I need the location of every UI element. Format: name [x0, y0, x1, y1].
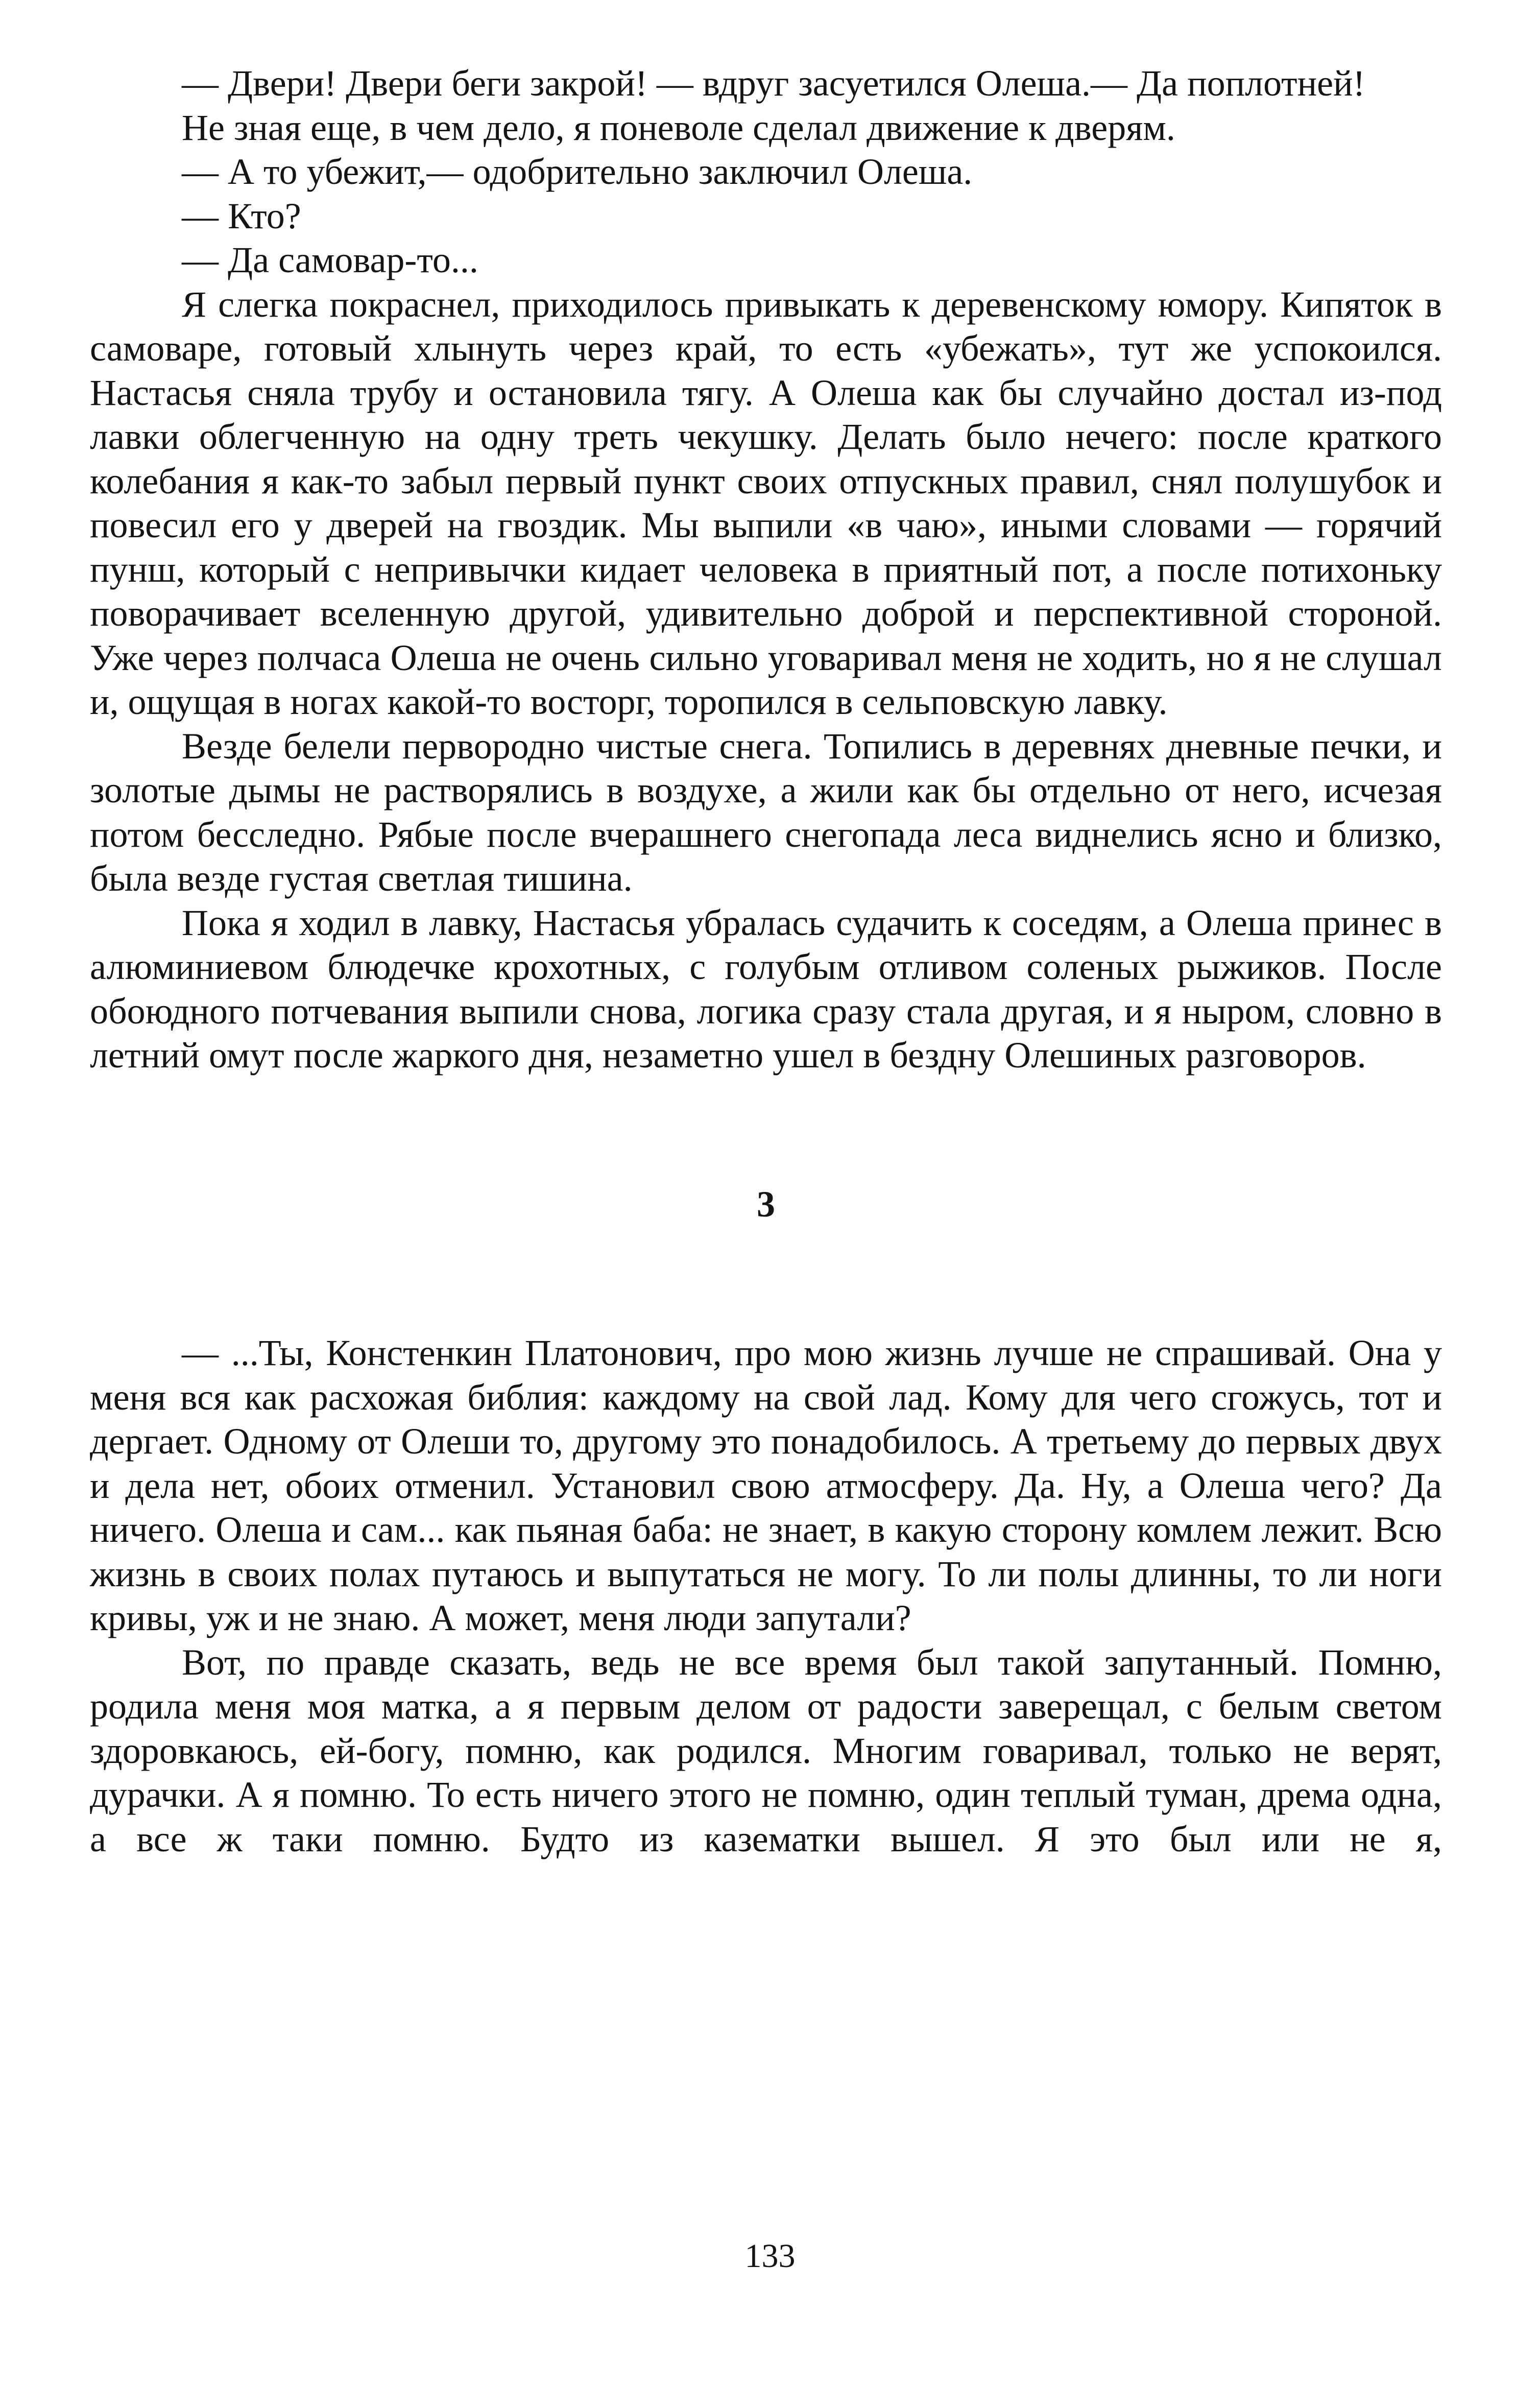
- paragraph: — Да самовар-то...: [182, 240, 478, 280]
- page-number: 133: [744, 2237, 796, 2275]
- paragraph: — ...Ты, Констенкин Платонович, про мою жизнь лучше не спрашивай. Она у меня вся как расхожая библия: каждому на свой лад. Кому для чего сгожусь, тот и дергает. Одному от Олеши то, другому это понадобилось. А третьему до первых двух и дела нет, обоих отменил. Установил свою атмосферу. Да. Ну, а Олеша чего? Да ничего. Олеша и сам... как пьяная баба: не знает, в какую сторону комлем лежит. Всю жизнь в своих полах путаюсь и выпутаться не могу. То ли полы длинны, то ли ноги кривы, уж и не знаю. А может, меня люди запутали?: [90, 1332, 1442, 1638]
- section-2: [90, 1331, 1442, 1861]
- paragraph: Я слегка покраснел, приходилось привыкать к деревенскому юмору. Кипяток в самоваре, готовый хлынуть через край, то есть «убежать», тут же успокоился. Настасья сняла трубу и остановила тягу. А Олеша как бы случайно достал из-под лавки облегченную на одну треть чекушку. Делать было нечего: после краткого колебания я как-то забыл первый пункт своих отпускных правил, снял полушубок и повесил его у дверей на гвоздик. Мы выпили «в чаю», иными словами — горячий пунш, который с непривычки кидает человека в приятный пот, а после потихоньку поворачивает вселенную другой, удивительно доброй и перспективной стороной. Уже через полчаса Олеша не очень сильно уговаривал меня не ходить, но я не слушал и, ощущая в ногах какой-то восторг, торопился в сельповскую лавку.: [90, 283, 1442, 722]
- paragraph: — Кто?: [182, 195, 301, 236]
- paragraph: Не зная еще, в чем дело, я поневоле сделал движение к дверям.: [182, 107, 1175, 148]
- section-number: 3: [757, 1183, 775, 1225]
- section-1: [90, 61, 1442, 1078]
- paragraph: — Двери! Двери беги закрой! — вдруг засуетился Олеша.— Да поплотней!: [182, 63, 1365, 104]
- paragraph: Пока я ходил в лавку, Настасья убралась судачить к соседям, а Олеша принес в алюминиевом блюдечке крохотных, с голубым отливом соленых рыжиков. После обоюдного потчевания выпили снова, логика сразу стала другая, и я ныром, словно в летний омут после жаркого дня, незаметно ушел в бездну Олешиных разговоров.: [90, 902, 1442, 1076]
- paragraph: Везде белели первородно чистые снега. Топились в деревнях дневные печки, и золотые дымы не растворялись в воздухе, а жили как бы отдельно от него, исчезая потом бесследно. Рябые после вчерашнего снегопада леса виднелись ясно и близко, была везде густая светлая тишина.: [90, 725, 1442, 899]
- paragraph: Вот, по правде сказать, ведь не все время был такой запутанный. Помню, родила меня моя матка, а я первым делом от радости заверещал, с белым светом здоровкаюсь, ей-богу, помню, как родился. Многим говаривал, только не верят, дурачки. А я помню. То есть ничего этого не помню, один теплый туман, дрема одна, а все ж таки помню. Будто из казематки вышел. Я это был или не я,: [90, 1641, 1442, 1859]
- page-body: [90, 61, 1442, 1861]
- paragraph: — А то убежит,— одобрительно заключил Олеша.: [182, 151, 973, 192]
